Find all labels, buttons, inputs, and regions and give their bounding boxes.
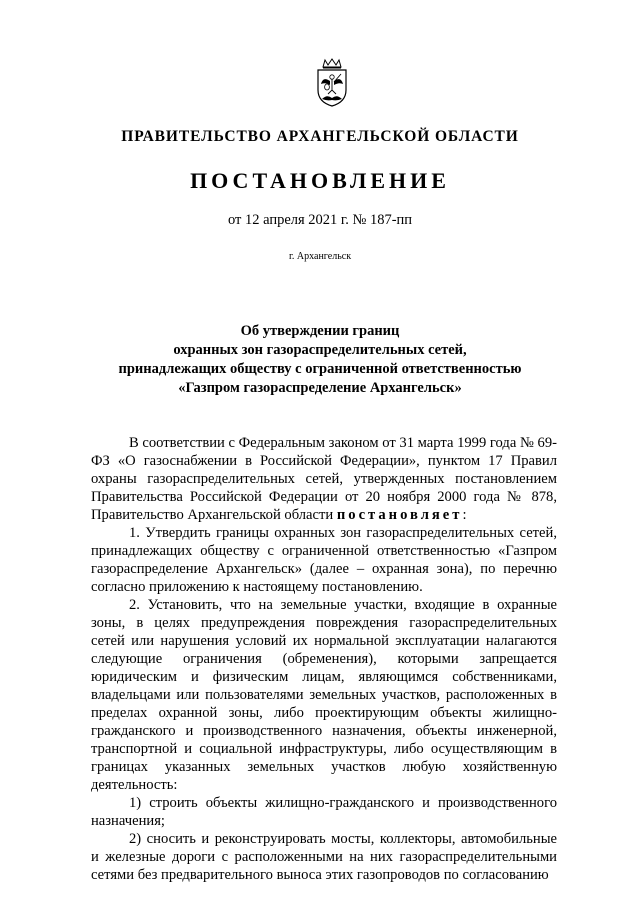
preamble-paragraph (91, 434, 557, 524)
document-body (91, 434, 557, 884)
decree-word: постановляет (336, 507, 463, 523)
subitem-2-paragraph: 2) сносить и реконструировать мосты, коллекторы, автомобильные и железные дороги с расположенными на них газораспределительными сетями без предварительного выноса этих газопроводов по согласованию (91, 831, 557, 883)
subitem-1-paragraph: 1) строить объекты жилищно-гражданского и производственного назначения; (91, 795, 557, 829)
organization-name: ПРАВИТЕЛЬСТВО АРХАНГЕЛЬСКОЙ ОБЛАСТИ (121, 128, 519, 145)
title-line: Об утверждении границ (240, 323, 400, 339)
item-1-paragraph: 1. Утвердить границы охранных зон газораспределительных сетей, принадлежащих обществу с ограниченной ответственностью «Газпром газораспределение Архангельск» (далее – охранная зона), по перечню согласно приложению к настоящему постановлению. (91, 525, 557, 595)
document-city: г. Архангельск (288, 251, 352, 262)
item-2-paragraph: 2. Установить, что на земельные участки, входящие в охранные зоны, в целях предупреждения повреждения газораспределительных сетей или нарушения условий их нормальной эксплуатации налагаются следующие ограничения (обременения), которыми запрещается юридическим и физическим лицам, являющимся собственниками, владельцами или пользователями земельных участков, расположенных в пределах охранной зоны, либо проектирующим объекты жилищно-гражданского и производственного назначения, объекты инженерной, транспортной и социальной инфраструктуры, либо осуществляющим в границах указанных земельных участков любую хозяйственную деятельность: (91, 597, 557, 793)
decree-colon: : (462, 507, 467, 523)
preamble-text: В соответствии с Федеральным законом от 31 марта 1999 года № 69-ФЗ «О газоснабжении в Российской Федерации», пунктом 17 Правил охраны газораспределительных сетей, утвержденных постановлением Правительства Российской Федерации от 20 ноября 2000 года № 878, Правительство Архангельской области (91, 435, 557, 523)
document-date-number: от 12 апреля 2021 г. № 187-пп (227, 212, 413, 228)
title-line: принадлежащих обществу с ограниченной ответственностью (118, 361, 522, 377)
coat-of-arms-icon (315, 58, 349, 108)
title-line: «Газпром газораспределение Архангельск» (178, 380, 462, 396)
title-line: охранных зон газораспределительных сетей, (173, 342, 467, 358)
document-type: ПОСТАНОВЛЕНИЕ (190, 168, 450, 193)
document-title (100, 322, 540, 398)
